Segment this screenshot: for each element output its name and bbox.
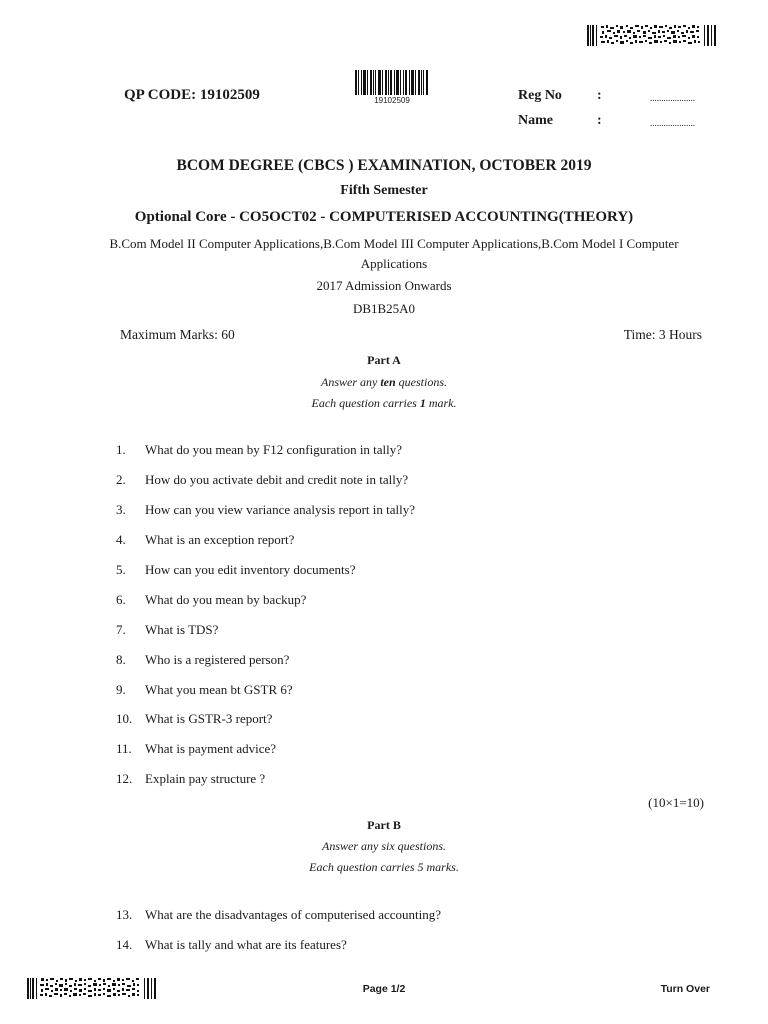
- part-a-marks-total: (10×1=10): [648, 795, 704, 810]
- part-b-instruction: Answer any six questions.: [321, 839, 446, 853]
- qp-barcode: [355, 70, 429, 95]
- question: 7. What is TDS?: [116, 622, 219, 637]
- question: 9. What you mean bt GSTR 6?: [116, 682, 293, 697]
- programmes: B.Com Model II Computer Applications,B.Com Model III Computer Applications,B.Com Model I Computer Applications: [109, 236, 679, 271]
- part-a-title: Part A: [367, 353, 401, 367]
- exam-time: Time: 3 Hours: [623, 327, 702, 342]
- question: 8. Who is a registered person?: [116, 652, 290, 667]
- part-b-title: Part B: [367, 818, 401, 832]
- turn-over-note: Turn Over: [660, 983, 710, 995]
- admission-year: 2017 Admission Onwards: [316, 278, 452, 293]
- question: 5. How can you edit inventory documents?: [116, 562, 356, 577]
- question: 4. What is an exception report?: [116, 532, 295, 547]
- reg-no-blank: ....................: [650, 93, 695, 103]
- question: 11. What is payment advice?: [116, 741, 277, 756]
- reg-no-colon: :: [597, 88, 602, 103]
- name-colon: :: [597, 113, 602, 128]
- reg-no-label: Reg No: [518, 88, 562, 103]
- exam-code: DB1B25A0: [352, 301, 416, 316]
- part-b-marks-instruction: Each question carries 5 marks.: [309, 860, 459, 874]
- question: 3. How can you view variance analysis report in tally?: [116, 502, 416, 517]
- question: 6. What do you mean by backup?: [116, 592, 307, 607]
- question: 13. What are the disadvantages of computerised accounting?: [116, 907, 441, 922]
- barcode-number: 19102509: [374, 96, 410, 105]
- exam-title: BCOM DEGREE (CBCS ) EXAMINATION, OCTOBER 2019: [176, 157, 592, 174]
- top-right-barcode: [587, 25, 717, 46]
- page-number: Page 1/2: [362, 983, 406, 995]
- question: 12. Explain pay structure ?: [116, 771, 266, 786]
- semester: Fifth Semester: [340, 183, 428, 198]
- part-a-instruction: Answer any ten questions.: [320, 375, 447, 389]
- part-a-marks-instruction: Each question carries 1 mark.: [311, 396, 457, 410]
- question: 2. How do you activate debit and credit note in tally?: [116, 472, 409, 487]
- qp-code: QP CODE: 19102509: [124, 87, 260, 103]
- question: 1. What do you mean by F12 configuration in tally?: [116, 442, 403, 457]
- question: 10. What is GSTR-3 report?: [116, 711, 273, 726]
- question: 14. What is tally and what are its features?: [116, 937, 347, 952]
- maximum-marks: Maximum Marks: 60: [120, 327, 235, 342]
- name-label: Name: [518, 113, 553, 128]
- name-blank: ....................: [650, 118, 695, 128]
- course-title: Optional Core - CO5OCT02 - COMPUTERISED ACCOUNTING(THEORY): [134, 209, 634, 225]
